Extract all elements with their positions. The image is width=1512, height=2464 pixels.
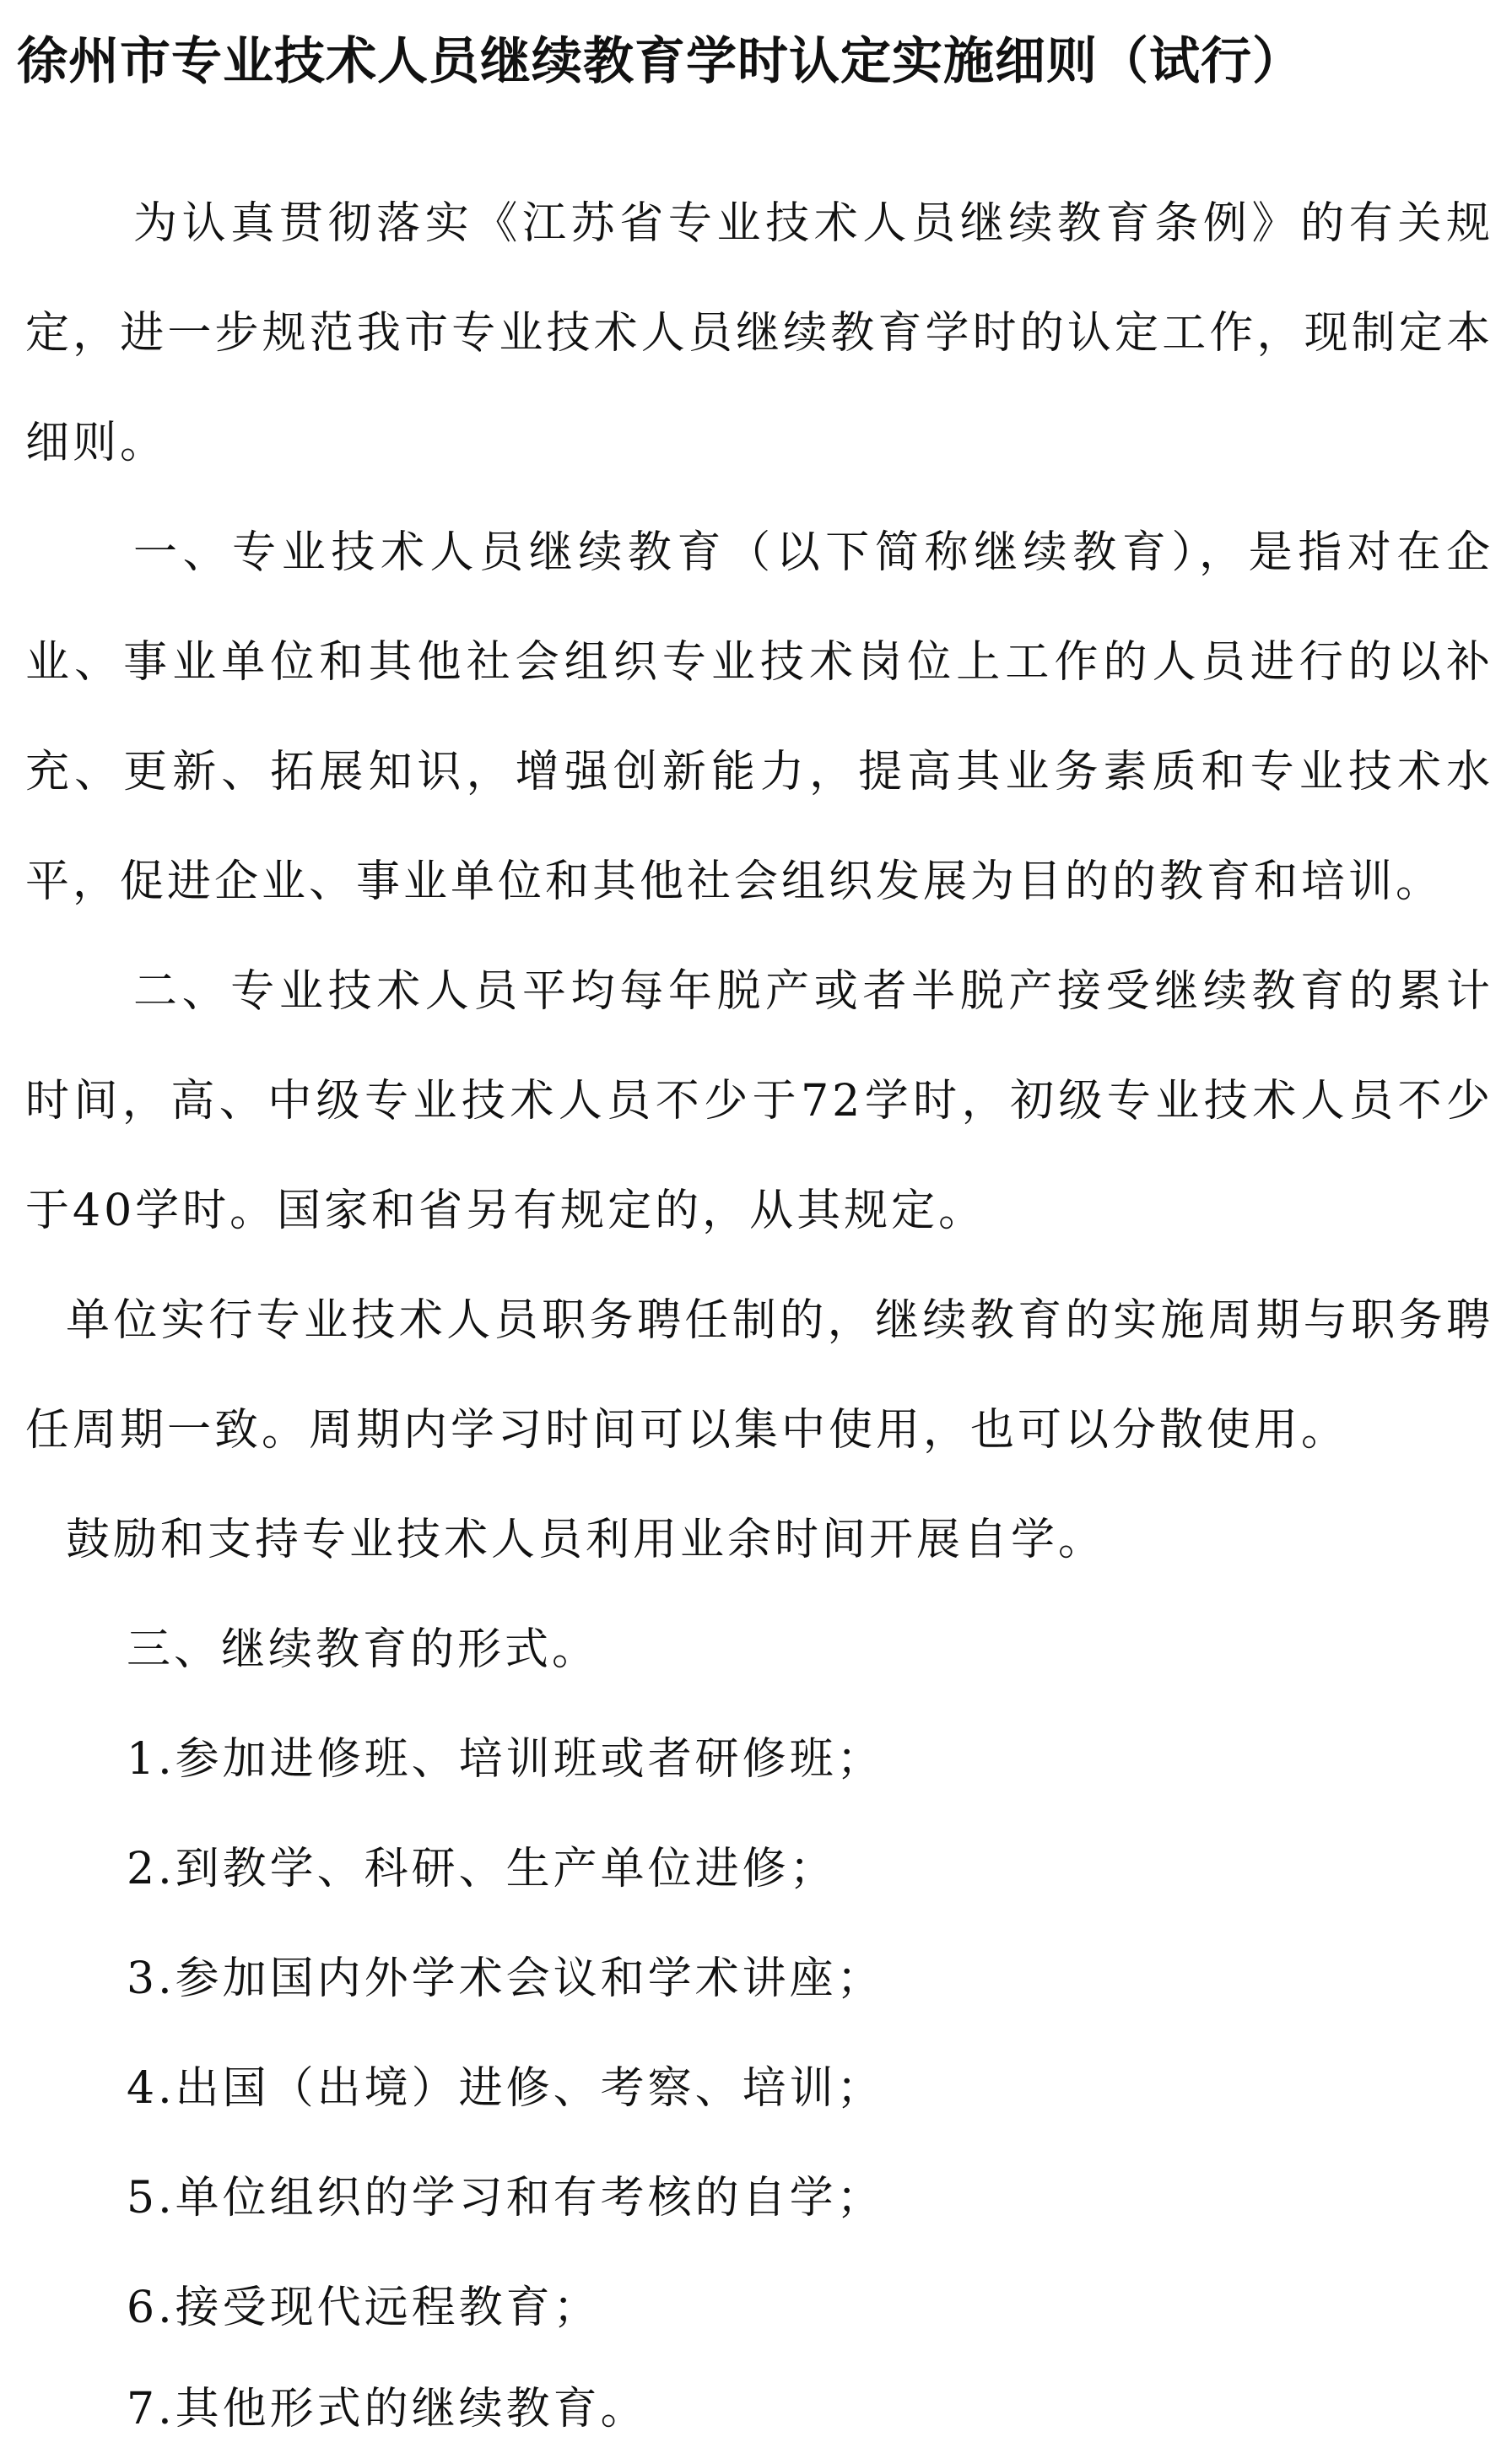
article-3-item: 6.接受现代远程教育； (127, 2283, 601, 2333)
article-3-item: 1.参加进修班、培训班或者研修班； (127, 1734, 884, 1785)
paragraph-article-1: 一、专业技术人员继续教育（以下简称继续教育），是指对在企业、事业单位和其他社会组织专业技术岗位上工作的人员进行的以补充、更新、拓展知识，增强创新能力，提高其业务素质和专业技术水平，促进企业、事业单位和其他社会组织发展为目的的教育和培训。 (25, 527, 1493, 907)
document-title: 徐州市专业技术人员继续教育学时认定实施细则（试行） (17, 32, 1304, 91)
paragraph-intro: 为认真贯彻落实《江苏省专业技术人员继续教育条例》的有关规定，进一步规范我市专业技术人员继续教育学时的认定工作，现制定本细则。 (25, 198, 1493, 468)
article-3-item: 4.出国（出境）进修、考察、培训； (127, 2063, 884, 2114)
paragraph-article-2-cont-1: 单位实行专业技术人员职务聘任制的，继续教育的实施周期与职务聘任周期一致。周期内学习时间可以集中使用，也可以分散使用。 (25, 1295, 1493, 1456)
article-3-item: 7.其他形式的继续教育。 (127, 2384, 648, 2434)
paragraph-article-2: 二、专业技术人员平均每年脱产或者半脱产接受继续教育的累计时间，高、中级专业技术人员不少于72学时，初级专业技术人员不少于40学时。国家和省另有规定的，从其规定。 (25, 966, 1493, 1236)
article-3-item: 5.单位组织的学习和有考核的自学； (127, 2173, 884, 2224)
paragraph-article-2-cont-2: 鼓励和支持专业技术人员利用业余时间开展自学。 (66, 1515, 1106, 1565)
article-3-item: 2.到教学、科研、生产单位进修； (127, 1844, 837, 1894)
article-3-item: 3.参加国内外学术会议和学术讲座； (127, 1953, 884, 2004)
article-3-heading: 三、继续教育的形式。 (127, 1624, 600, 1675)
